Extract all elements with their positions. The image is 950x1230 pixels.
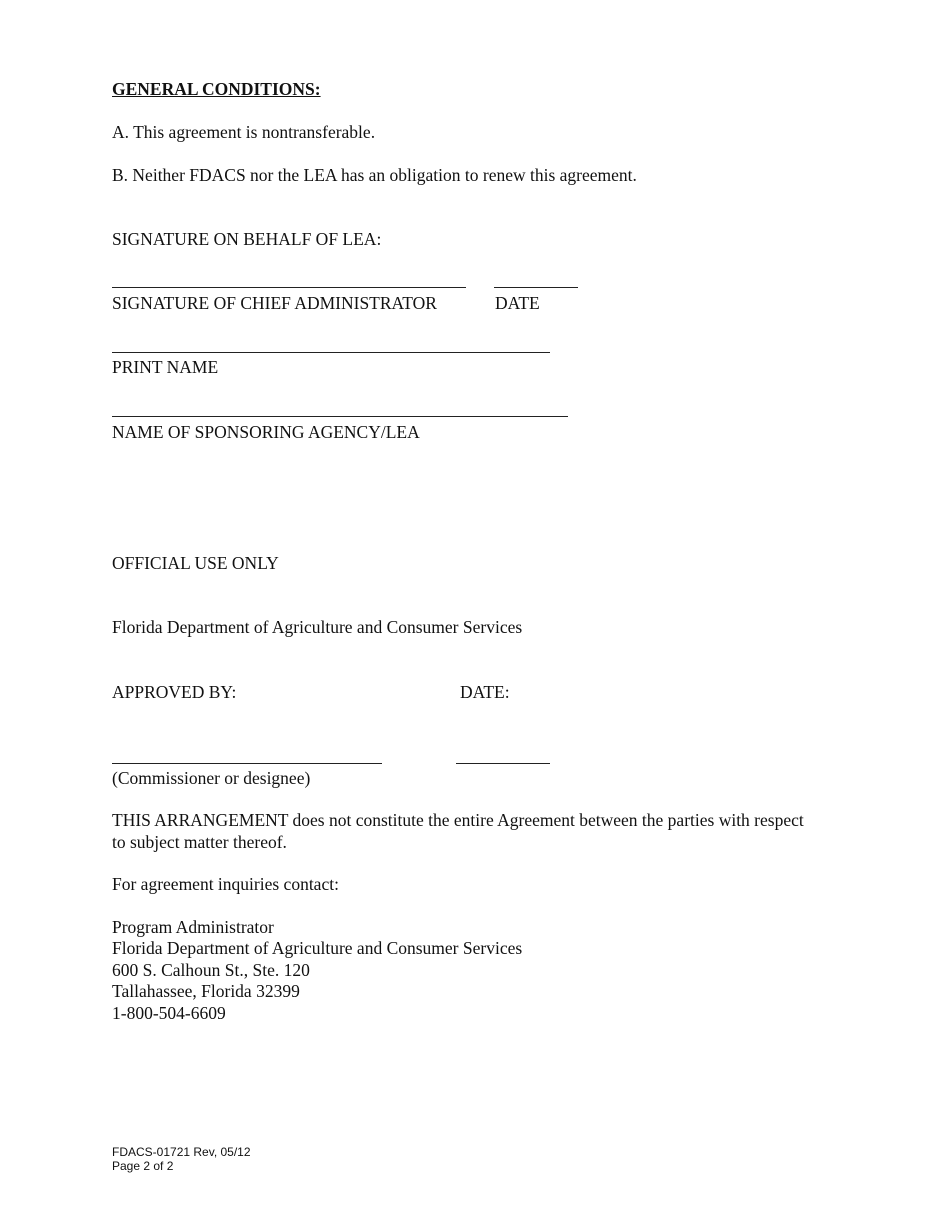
chief-signature-label: SIGNATURE OF CHIEF ADMINISTRATOR	[112, 293, 437, 313]
agency-name-line[interactable]	[112, 416, 568, 417]
official-use-heading: OFFICIAL USE ONLY	[112, 553, 279, 573]
commissioner-signature-line[interactable]	[112, 763, 382, 764]
page-number: Page 2 of 2	[112, 1159, 174, 1173]
lea-date-label: DATE	[495, 293, 540, 313]
lea-signature-heading: SIGNATURE ON BEHALF OF LEA:	[112, 229, 382, 249]
lea-date-line[interactable]	[494, 287, 578, 288]
contact-line: Florida Department of Agriculture and Consumer Services	[112, 938, 523, 958]
general-conditions-heading: GENERAL CONDITIONS:	[112, 79, 321, 99]
agency-name-label: NAME OF SPONSORING AGENCY/LEA	[112, 422, 420, 442]
form-id: FDACS-01721 Rev, 05/12	[112, 1145, 251, 1159]
contact-line: Tallahassee, Florida 32399	[112, 981, 300, 1001]
approval-date-label: DATE:	[460, 682, 510, 702]
contact-line: 1-800-504-6609	[112, 1003, 226, 1023]
contact-line: Program Administrator	[112, 917, 274, 937]
official-department: Florida Department of Agriculture and Consumer Services	[112, 617, 523, 637]
condition-a: A. This agreement is nontransferable.	[112, 122, 376, 142]
commissioner-label: (Commissioner or designee)	[112, 768, 311, 788]
print-name-line[interactable]	[112, 352, 550, 353]
print-name-label: PRINT NAME	[112, 357, 219, 377]
contact-line: 600 S. Calhoun St., Ste. 120	[112, 960, 310, 980]
approval-date-line[interactable]	[456, 763, 550, 764]
approved-by-label: APPROVED BY:	[112, 682, 237, 702]
condition-b: B. Neither FDACS nor the LEA has an obligation to renew this agreement.	[112, 165, 637, 185]
arrangement-text: THIS ARRANGEMENT does not constitute the entire Agreement between the parties with respect to subject matter thereof.	[112, 810, 804, 852]
chief-signature-line[interactable]	[112, 287, 466, 288]
contact-intro: For agreement inquiries contact:	[112, 874, 339, 894]
